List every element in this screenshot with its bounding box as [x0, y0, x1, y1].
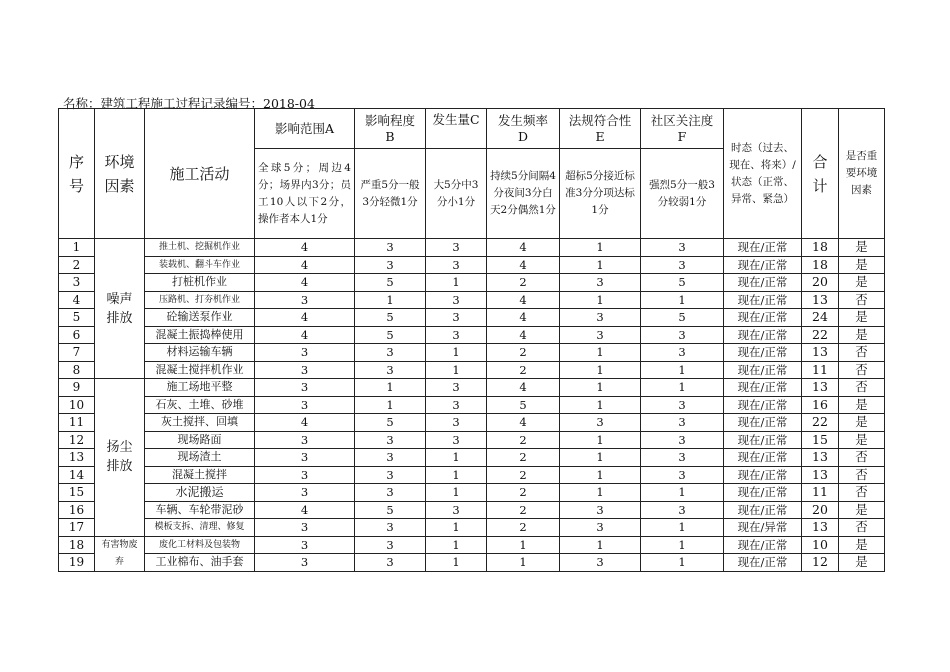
- score-d-cell: 4: [487, 239, 560, 257]
- state-cell: 现在/正常: [724, 379, 802, 397]
- score-e-cell: 1: [560, 239, 641, 257]
- score-c-cell: 1: [426, 519, 487, 537]
- total-cell: 13: [802, 466, 839, 484]
- total-cell: 11: [802, 484, 839, 502]
- severity-criteria: 严重5分一般3分轻微1分: [355, 149, 426, 239]
- score-f-cell: 3: [641, 414, 724, 432]
- table-row: [59, 379, 885, 397]
- score-f-cell: 3: [641, 466, 724, 484]
- score-c-cell: 3: [426, 309, 487, 327]
- state-cell: 现在/正常: [724, 449, 802, 467]
- total-cell: 20: [802, 501, 839, 519]
- header-frequency: 发生频率 D: [487, 109, 560, 149]
- state-cell: 现在/正常: [724, 239, 802, 257]
- score-f-cell: 1: [641, 379, 724, 397]
- row-number: 6: [59, 326, 95, 344]
- score-e-cell: 1: [560, 344, 641, 362]
- header-env-factor: 环境 因素: [95, 109, 145, 239]
- significant-cell: 是: [839, 536, 885, 554]
- activity-cell: 施工场地平整: [145, 379, 255, 397]
- score-d-cell: 2: [487, 519, 560, 537]
- table-row: [59, 396, 885, 414]
- significant-cell: 是: [839, 554, 885, 572]
- score-b-cell: 3: [355, 484, 426, 502]
- score-f-cell: 3: [641, 326, 724, 344]
- header-significant: 是否重要环境因素: [839, 109, 885, 239]
- significant-cell: 是: [839, 414, 885, 432]
- significant-cell: 否: [839, 519, 885, 537]
- row-number: 14: [59, 466, 95, 484]
- significant-cell: 否: [839, 484, 885, 502]
- table-row: [59, 326, 885, 344]
- activity-cell: 现场路面: [145, 431, 255, 449]
- row-number: 10: [59, 396, 95, 414]
- activity-cell: 现场渣土: [145, 449, 255, 467]
- score-e-cell: 1: [560, 431, 641, 449]
- score-f-cell: 1: [641, 291, 724, 309]
- significant-cell: 是: [839, 326, 885, 344]
- score-e-cell: 3: [560, 309, 641, 327]
- total-cell: 13: [802, 344, 839, 362]
- table-row: [59, 501, 885, 519]
- state-cell: 现在/正常: [724, 414, 802, 432]
- score-f-cell: 1: [641, 484, 724, 502]
- score-b-cell: 1: [355, 291, 426, 309]
- score-f-cell: 3: [641, 431, 724, 449]
- state-cell: 现在/正常: [724, 274, 802, 292]
- score-a-cell: 4: [255, 414, 355, 432]
- state-cell: 现在/正常: [724, 554, 802, 572]
- score-b-cell: 5: [355, 501, 426, 519]
- significant-cell: 否: [839, 291, 885, 309]
- score-e-cell: 3: [560, 274, 641, 292]
- score-f-cell: 1: [641, 519, 724, 537]
- row-number: 12: [59, 431, 95, 449]
- score-a-cell: 3: [255, 484, 355, 502]
- header-compliance: 法规符合性 E: [560, 109, 641, 149]
- score-c-cell: 3: [426, 239, 487, 257]
- significant-cell: 否: [839, 449, 885, 467]
- score-b-cell: 3: [355, 344, 426, 362]
- total-cell: 12: [802, 554, 839, 572]
- score-e-cell: 1: [560, 449, 641, 467]
- score-c-cell: 1: [426, 361, 487, 379]
- header-total: 合 计: [802, 109, 839, 239]
- score-e-cell: 1: [560, 291, 641, 309]
- total-cell: 20: [802, 274, 839, 292]
- score-e-cell: 1: [560, 536, 641, 554]
- score-a-cell: 4: [255, 256, 355, 274]
- activity-cell: 打桩机作业: [145, 274, 255, 292]
- state-cell: 现在/正常: [724, 309, 802, 327]
- score-a-cell: 4: [255, 309, 355, 327]
- score-c-cell: 3: [426, 414, 487, 432]
- env-factor-group: [95, 536, 145, 571]
- significant-cell: 是: [839, 501, 885, 519]
- total-cell: 10: [802, 536, 839, 554]
- state-cell: 现在/正常: [724, 291, 802, 309]
- quantity-criteria: 大5分中3分小1分: [426, 149, 487, 239]
- state-cell: 现在/正常: [724, 344, 802, 362]
- score-b-cell: 5: [355, 309, 426, 327]
- score-c-cell: 1: [426, 344, 487, 362]
- table-row: [59, 484, 885, 502]
- significant-cell: 是: [839, 431, 885, 449]
- activity-cell: 灰土搅拌、回填: [145, 414, 255, 432]
- significant-cell: 是: [839, 396, 885, 414]
- score-b-cell: 5: [355, 274, 426, 292]
- activity-cell: 装载机、翻斗车作业: [145, 256, 255, 274]
- total-cell: 13: [802, 379, 839, 397]
- score-d-cell: 4: [487, 326, 560, 344]
- state-cell: 现在/正常: [724, 361, 802, 379]
- score-c-cell: 1: [426, 484, 487, 502]
- significant-cell: 否: [839, 466, 885, 484]
- total-cell: 24: [802, 309, 839, 327]
- score-b-cell: 3: [355, 361, 426, 379]
- score-f-cell: 1: [641, 536, 724, 554]
- score-d-cell: 4: [487, 291, 560, 309]
- total-cell: 13: [802, 519, 839, 537]
- row-number: 15: [59, 484, 95, 502]
- score-d-cell: 1: [487, 536, 560, 554]
- score-d-cell: 4: [487, 309, 560, 327]
- row-number: 11: [59, 414, 95, 432]
- total-cell: 22: [802, 326, 839, 344]
- row-number: 16: [59, 501, 95, 519]
- document-title: 名称：建筑工程施工过程记录编号：2018-04: [63, 96, 315, 111]
- header-tense-state: 时态（过去、现在、将来）/ 状态（正常、异常、紧急）: [724, 109, 802, 239]
- header-quantity: 发生量C: [426, 109, 487, 149]
- score-a-cell: 3: [255, 466, 355, 484]
- table-row: [59, 431, 885, 449]
- score-a-cell: 3: [255, 291, 355, 309]
- row-number: 7: [59, 344, 95, 362]
- table-row: [59, 414, 885, 432]
- score-a-cell: 4: [255, 326, 355, 344]
- significant-cell: 否: [839, 344, 885, 362]
- total-cell: 13: [802, 449, 839, 467]
- score-a-cell: 3: [255, 431, 355, 449]
- score-b-cell: 3: [355, 554, 426, 572]
- header-impact-range: 影响范围A: [255, 109, 355, 149]
- state-cell: 现在/异常: [724, 519, 802, 537]
- row-number: 19: [59, 554, 95, 572]
- header-activity: 施工活动: [145, 109, 255, 239]
- score-e-cell: 1: [560, 484, 641, 502]
- score-f-cell: 3: [641, 449, 724, 467]
- score-f-cell: 3: [641, 344, 724, 362]
- score-f-cell: 3: [641, 396, 724, 414]
- activity-cell: 推土机、挖掘机作业: [145, 239, 255, 257]
- table-row: [59, 239, 885, 257]
- frequency-criteria: 持续5分间隔4分夜间3分白天2分偶然1分: [487, 149, 560, 239]
- score-d-cell: 2: [487, 501, 560, 519]
- total-cell: 22: [802, 414, 839, 432]
- score-e-cell: 1: [560, 466, 641, 484]
- score-c-cell: 1: [426, 554, 487, 572]
- significant-cell: 是: [839, 309, 885, 327]
- activity-cell: 车辆、车轮带泥砂: [145, 501, 255, 519]
- score-e-cell: 1: [560, 379, 641, 397]
- score-e-cell: 1: [560, 256, 641, 274]
- table-row: [59, 554, 885, 572]
- score-c-cell: 3: [426, 379, 487, 397]
- score-e-cell: 3: [560, 554, 641, 572]
- score-d-cell: 1: [487, 554, 560, 572]
- score-a-cell: 3: [255, 554, 355, 572]
- row-number: 13: [59, 449, 95, 467]
- environmental-factor-table: [58, 108, 885, 572]
- activity-cell: 工业棉布、油手套: [145, 554, 255, 572]
- table-row: [59, 274, 885, 292]
- total-cell: 11: [802, 361, 839, 379]
- row-number: 9: [59, 379, 95, 397]
- significant-cell: 否: [839, 379, 885, 397]
- state-cell: 现在/正常: [724, 484, 802, 502]
- state-cell: 现在/正常: [724, 431, 802, 449]
- score-b-cell: 3: [355, 256, 426, 274]
- impact-range-criteria: 全球5分；周边4分；场界内3分；员工10人以下2分，操作者本人1分: [255, 149, 355, 239]
- score-e-cell: 3: [560, 519, 641, 537]
- activity-cell: 水泥搬运: [145, 484, 255, 502]
- table-row: [59, 291, 885, 309]
- score-a-cell: 4: [255, 501, 355, 519]
- row-number: 18: [59, 536, 95, 554]
- score-e-cell: 3: [560, 326, 641, 344]
- score-a-cell: 3: [255, 379, 355, 397]
- row-number: 17: [59, 519, 95, 537]
- activity-cell: 模板支拆、清理、修复: [145, 519, 255, 537]
- total-cell: 18: [802, 256, 839, 274]
- table-row: [59, 309, 885, 327]
- score-c-cell: 3: [426, 326, 487, 344]
- row-number: 1: [59, 239, 95, 257]
- score-b-cell: 3: [355, 449, 426, 467]
- table-row: [59, 519, 885, 537]
- state-cell: 现在/正常: [724, 326, 802, 344]
- score-e-cell: 3: [560, 501, 641, 519]
- env-factor-group: [95, 239, 145, 379]
- activity-cell: 废化工材料及包装物: [145, 536, 255, 554]
- score-b-cell: 5: [355, 326, 426, 344]
- score-b-cell: 3: [355, 536, 426, 554]
- significant-cell: 是: [839, 274, 885, 292]
- score-b-cell: 3: [355, 519, 426, 537]
- score-d-cell: 2: [487, 431, 560, 449]
- score-b-cell: 5: [355, 414, 426, 432]
- activity-cell: 混凝土振捣棒使用: [145, 326, 255, 344]
- score-d-cell: 2: [487, 274, 560, 292]
- env-factor-label: 噪声排放: [106, 291, 133, 326]
- score-a-cell: 3: [255, 519, 355, 537]
- score-e-cell: 1: [560, 396, 641, 414]
- activity-cell: 压路机、打夯机作业: [145, 291, 255, 309]
- significant-cell: 是: [839, 239, 885, 257]
- score-a-cell: 3: [255, 344, 355, 362]
- score-a-cell: 3: [255, 449, 355, 467]
- score-d-cell: 4: [487, 379, 560, 397]
- score-c-cell: 3: [426, 431, 487, 449]
- score-c-cell: 1: [426, 274, 487, 292]
- score-c-cell: 3: [426, 291, 487, 309]
- significant-cell: 否: [839, 361, 885, 379]
- total-cell: 13: [802, 291, 839, 309]
- significant-cell: 是: [839, 256, 885, 274]
- activity-cell: 砼输送泵作业: [145, 309, 255, 327]
- row-number: 3: [59, 274, 95, 292]
- env-factor-label: 扬尘排放: [106, 440, 133, 475]
- activity-cell: 混凝土搅拌机作业: [145, 361, 255, 379]
- state-cell: 现在/正常: [724, 536, 802, 554]
- score-c-cell: 1: [426, 449, 487, 467]
- score-c-cell: 1: [426, 466, 487, 484]
- score-b-cell: 3: [355, 431, 426, 449]
- score-b-cell: 3: [355, 466, 426, 484]
- score-d-cell: 2: [487, 361, 560, 379]
- score-f-cell: 1: [641, 361, 724, 379]
- score-f-cell: 3: [641, 501, 724, 519]
- score-d-cell: 5: [487, 396, 560, 414]
- total-cell: 18: [802, 239, 839, 257]
- score-b-cell: 1: [355, 379, 426, 397]
- score-d-cell: 2: [487, 449, 560, 467]
- score-f-cell: 5: [641, 274, 724, 292]
- score-b-cell: 1: [355, 396, 426, 414]
- score-e-cell: 1: [560, 361, 641, 379]
- table-row: [59, 536, 885, 554]
- score-c-cell: 1: [426, 536, 487, 554]
- score-c-cell: 3: [426, 396, 487, 414]
- score-f-cell: 3: [641, 256, 724, 274]
- env-factor-label: 有害物废弃: [101, 539, 138, 567]
- community-criteria: 强烈5分一般3分较弱1分: [641, 149, 724, 239]
- total-cell: 16: [802, 396, 839, 414]
- table-row: [59, 344, 885, 362]
- score-a-cell: 3: [255, 536, 355, 554]
- score-e-cell: 3: [560, 414, 641, 432]
- state-cell: 现在/正常: [724, 256, 802, 274]
- compliance-criteria: 超标5分接近标准3分分项达标1分: [560, 149, 641, 239]
- score-d-cell: 4: [487, 414, 560, 432]
- score-d-cell: 4: [487, 256, 560, 274]
- score-c-cell: 3: [426, 501, 487, 519]
- state-cell: 现在/正常: [724, 396, 802, 414]
- header-seq: 序 号: [59, 109, 95, 239]
- score-b-cell: 3: [355, 239, 426, 257]
- row-number: 8: [59, 361, 95, 379]
- score-a-cell: 3: [255, 396, 355, 414]
- score-a-cell: 4: [255, 239, 355, 257]
- score-f-cell: 1: [641, 554, 724, 572]
- row-number: 5: [59, 309, 95, 327]
- state-cell: 现在/正常: [724, 466, 802, 484]
- header-community: 社区关注度 F: [641, 109, 724, 149]
- activity-cell: 石灰、土堆、砂堆: [145, 396, 255, 414]
- row-number: 2: [59, 256, 95, 274]
- total-cell: 15: [802, 431, 839, 449]
- score-d-cell: 2: [487, 344, 560, 362]
- score-c-cell: 3: [426, 256, 487, 274]
- table-row: [59, 256, 885, 274]
- activity-cell: 材料运输车辆: [145, 344, 255, 362]
- table-row: [59, 449, 885, 467]
- score-f-cell: 5: [641, 309, 724, 327]
- score-f-cell: 3: [641, 239, 724, 257]
- state-cell: 现在/正常: [724, 501, 802, 519]
- score-a-cell: 4: [255, 274, 355, 292]
- score-a-cell: 3: [255, 361, 355, 379]
- env-factor-group: [95, 379, 145, 537]
- row-number: 4: [59, 291, 95, 309]
- activity-cell: 混凝土搅拌: [145, 466, 255, 484]
- score-d-cell: 2: [487, 466, 560, 484]
- table-row: [59, 361, 885, 379]
- table-row: [59, 466, 885, 484]
- score-d-cell: 2: [487, 484, 560, 502]
- header-severity: 影响程度 B: [355, 109, 426, 149]
